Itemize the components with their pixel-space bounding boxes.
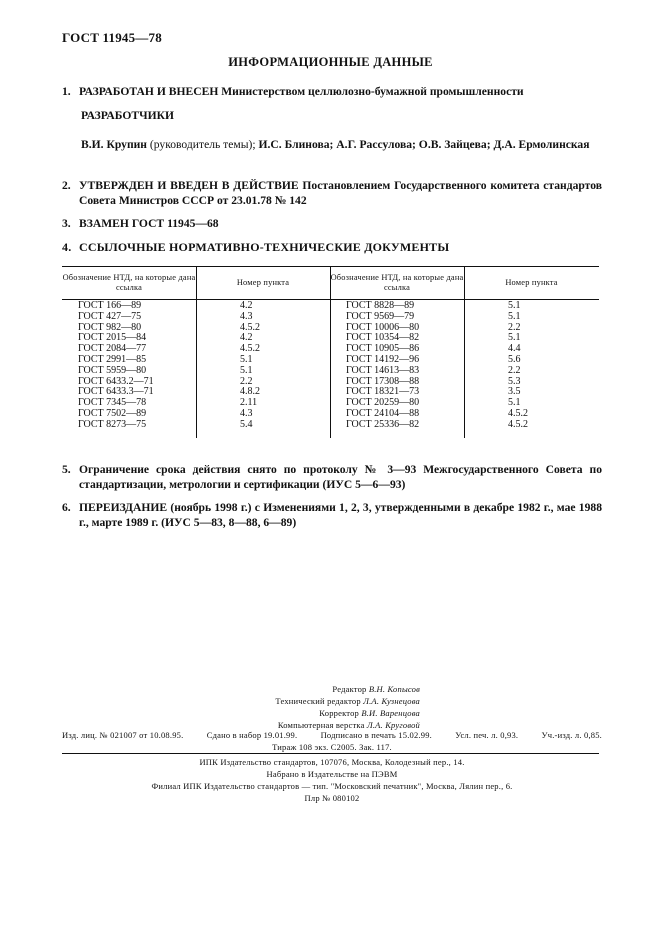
section-text: ПЕРЕИЗДАНИЕ (ноябрь 1998 г.) с Изменениями 1, 2, 3, утвержденными в декабре 1982 г., мае 1988 г., марте 1989 г. (ИУС 5—83, 8—88, 6—89)	[79, 501, 602, 529]
table-cell: 4.5.2	[240, 343, 260, 355]
section-5	[62, 462, 602, 492]
header-clause-left: Номер пункта	[236, 278, 290, 287]
publisher-line: Набрано в Издательстве на ПЭВМ	[266, 769, 398, 779]
section-text: РАЗРАБОТАН И ВНЕСЕН Министерством целлюлозно-бумажной промышленности	[79, 85, 524, 98]
imprint-run: Тираж 108 экз. С2005. Зак. 117.	[272, 742, 392, 752]
section-number: 3.	[62, 217, 71, 230]
table-cell: 4.5.2	[508, 407, 528, 419]
table-cell: ГОСТ 14613—83	[346, 364, 420, 376]
table-cell: ГОСТ 14192—96	[346, 353, 420, 365]
table-cell: ГОСТ 7502—89	[78, 407, 147, 419]
left-docs-column	[78, 301, 154, 431]
imprint-details	[62, 729, 602, 741]
developers-heading: РАЗРАБОТЧИКИ	[81, 109, 175, 122]
credits-block	[200, 683, 420, 731]
table-cell: ГОСТ 5959—80	[78, 364, 147, 376]
table-cell: ГОСТ 982—80	[78, 321, 142, 333]
section-text: ВЗАМЕН ГОСТ 11945—68	[79, 217, 219, 230]
table-cell: 4.4	[508, 343, 521, 355]
table-cell: ГОСТ 10905—86	[346, 343, 420, 355]
table-cell: ГОСТ 18321—73	[346, 386, 420, 398]
publisher-line: Плр № 080102	[304, 793, 360, 803]
table-cell: 2.11	[240, 397, 258, 409]
section-number: 6.	[62, 501, 71, 514]
table-cell: ГОСТ 427—75	[78, 310, 142, 322]
table-cell: 5.6	[508, 353, 521, 365]
table-cell: ГОСТ 20259—80	[346, 397, 420, 409]
publisher-block	[62, 756, 602, 804]
lead-role: (руководитель темы);	[147, 138, 259, 151]
table-cell: 2.2	[240, 375, 253, 387]
table-cell: 4.3	[240, 407, 253, 419]
header-clause-right: Номер пункта	[505, 278, 558, 287]
left-clauses-column	[240, 301, 260, 431]
table-cell: 3.5	[508, 386, 521, 398]
table-cell: ГОСТ 8828—89	[346, 300, 415, 311]
table-cell: ГОСТ 6433.2—71	[78, 375, 154, 387]
section-text: УТВЕРЖДЕН И ВВЕДЕН В ДЕЙСТВИЕ Постановлением Государственного комитета стандартов Совета Министров СССР от 23.01.78 № 142	[79, 179, 602, 207]
table-cell: ГОСТ 7345—78	[78, 397, 147, 409]
section-3	[62, 216, 602, 231]
table-cell: 4.5.2	[508, 418, 528, 430]
section-number: 2.	[62, 179, 71, 192]
imprint-block	[62, 729, 602, 753]
table-cell: 5.1	[508, 310, 521, 322]
table-cell: 5.1	[508, 397, 521, 409]
table-cell: ГОСТ 25336—82	[346, 418, 420, 430]
table-cell: 4.2	[240, 300, 253, 311]
lead-developer: В.И. Крупин	[81, 138, 147, 151]
table-cell: 5.3	[508, 375, 521, 387]
section-number: 4.	[62, 240, 72, 254]
table-cell: 2.2	[508, 321, 521, 333]
table-cell: ГОСТ 9569—79	[346, 310, 415, 322]
developers-list	[81, 137, 601, 152]
section-6	[62, 500, 602, 530]
table-cell: 4.8.2	[240, 386, 260, 398]
credit-corrector: Корректор В.И. Варенцова	[319, 708, 420, 718]
section-2	[62, 178, 602, 208]
table-cell: ГОСТ 8273—75	[78, 418, 147, 430]
publisher-line: Филиал ИПК Издательство стандартов — тип. "Московский печатник", Москва, Лялин пер., 6.	[151, 781, 513, 791]
table-cell: 5.1	[240, 353, 253, 365]
table-cell: ГОСТ 166—89	[78, 300, 142, 311]
section-number: 5.	[62, 463, 71, 476]
imprint-signed: Подписано в печать 15.02.99.	[320, 730, 432, 740]
table-cell: 5.1	[240, 364, 253, 376]
section-number: 1.	[62, 85, 71, 98]
table-cell: ГОСТ 10354—82	[346, 332, 420, 344]
table-cell: 4.2	[240, 332, 253, 344]
table-cell: 4.3	[240, 310, 253, 322]
right-clauses-column	[508, 301, 528, 431]
credit-editor: Редактор В.Н. Копысов	[332, 684, 420, 694]
references-table	[62, 266, 599, 438]
table-cell: ГОСТ 17308—88	[346, 375, 420, 387]
imprint-pub-sheets: Уч.-изд. л. 0,85.	[541, 730, 602, 740]
imprint-license: Изд. лиц. № 021007 от 10.08.95.	[62, 730, 184, 740]
right-docs-column	[346, 301, 419, 431]
page-title: ИНФОРМАЦИОННЫЕ ДАННЫЕ	[228, 55, 433, 69]
credit-layout: Компьютерная верстка Л.А. Круговой	[277, 720, 420, 730]
section-1	[62, 84, 602, 99]
publisher-line: ИПК Издательство стандартов, 107076, Москва, Колодезный пер., 14.	[199, 757, 465, 767]
imprint-print-sheets: Усл. печ. л. 0,93.	[455, 730, 519, 740]
table-cell: ГОСТ 2015—84	[78, 332, 147, 344]
section-text: ССЫЛОЧНЫЕ НОРМАТИВНО-ТЕХНИЧЕСКИЕ ДОКУМЕНТЫ	[79, 240, 450, 254]
table-cell: 4.5.2	[240, 321, 260, 333]
other-developers: И.С. Блинова; А.Г. Рассулова; О.В. Зайцева; Д.А. Ермолинская	[258, 138, 590, 151]
credit-tech-editor: Технический редактор Л.А. Кузнецова	[275, 696, 420, 706]
document-code: ГОСТ 11945—78	[62, 30, 162, 45]
table-cell: ГОСТ 6433.3—71	[78, 386, 154, 398]
table-cell: ГОСТ 10006—80	[346, 321, 420, 333]
table-cell: 5.1	[508, 332, 521, 344]
imprint-typeset: Сдано в набор 19.01.99.	[206, 730, 298, 740]
table-cell: ГОСТ 2084—77	[78, 343, 147, 355]
section-text: Ограничение срока действия снято по протоколу № 3—93 Межгосударственного Совета по стандартизации, метрологии и сертификации (ИУС 5—6—93)	[79, 463, 602, 491]
publisher-divider	[62, 753, 599, 754]
table-cell: 5.4	[240, 418, 253, 430]
table-cell: 5.1	[508, 300, 521, 311]
section-4	[62, 240, 602, 255]
table-cell: ГОСТ 2991—85	[78, 353, 147, 365]
header-designation-right: Обозначение НТД, на которые дана ссылка	[330, 273, 464, 292]
table-cell: 2.2	[508, 364, 521, 376]
header-designation-left: Обозначение НТД, на которые дана ссылка	[62, 273, 196, 292]
table-cell: ГОСТ 24104—88	[346, 407, 420, 419]
